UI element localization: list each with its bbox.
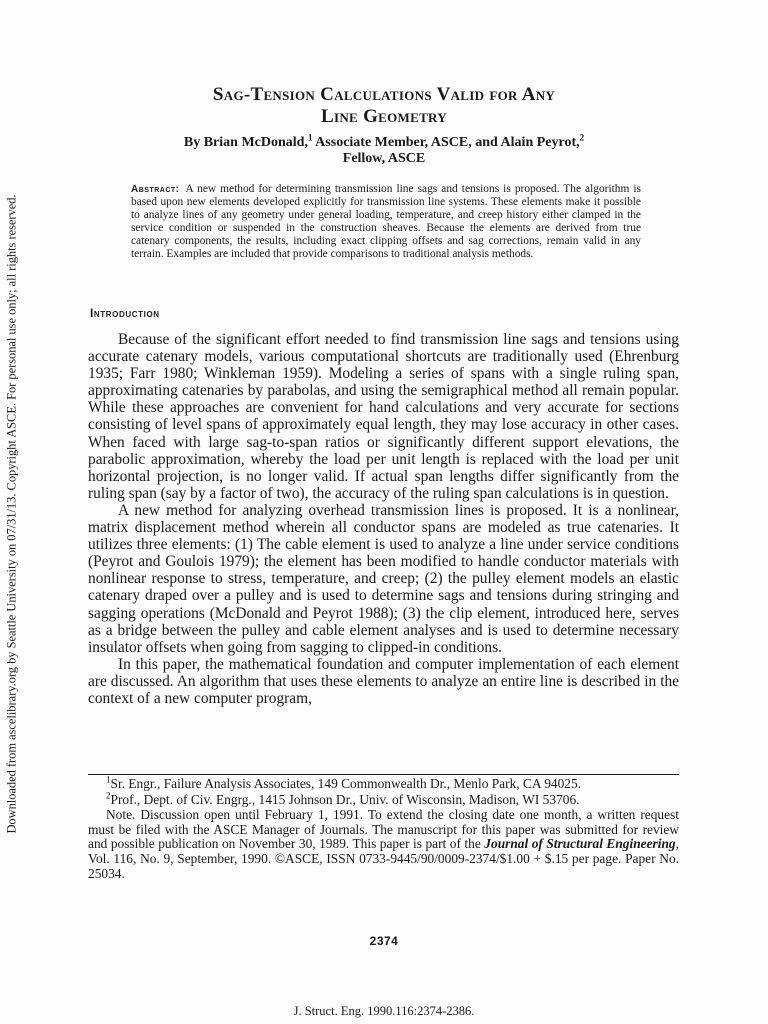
download-notice-sidebar <box>2 188 22 840</box>
download-notice-text: Downloaded from ascelibrary.org by Seattle University on 07/31/13. Copyright ASCE. For personal use only; all rights reserved. <box>4 194 19 834</box>
citation-footer: J. Struct. Eng. 1990.116:2374-2386. <box>293 1004 475 1018</box>
abstract <box>131 183 641 262</box>
section-heading-introduction: Introduction <box>90 306 160 320</box>
author-footnote-mark-2: 2 <box>579 132 585 143</box>
footnote-1 <box>88 774 679 792</box>
title-line-1: Sag-Tension Calculations Valid for Any <box>212 84 556 105</box>
author-line-1b: Associate Member, ASCE, and Alain Peyrot, <box>312 135 580 150</box>
publication-note <box>88 808 679 881</box>
note-text-a: Note. Discussion open until February 1, 1991. To extend the closing date one month, a written request must be filed with the ASCE Manager of Journals. The manuscript for this paper was submitted for review and possible publication on November 30, 1989. This paper is part of the <box>88 807 679 852</box>
footnote-1-mark: 1 <box>106 774 111 785</box>
body-paragraph-2: A new method for analyzing overhead transmission lines is proposed. It is a nonlinear, matrix displacement method wherein all conductor spans are modeled as true catenaries. It utilizes three elements: (1) The cable element is used to analyze a line under service conditions (Peyrot and Goulois 1979); the element has been modified to handle conductor materials with nonlinear response to stress, temperature, and creep; (2) the pulley element models an elastic catenary draped over a pulley and is used to determine sags and tensions during stringing and sagging operations (McDonald and Peyrot 1988); (3) the clip element, introduced here, serves as a bridge between the pulley and cable element analyses and is used to determine necessary insulator offsets when going from sagging to clipped-in conditions. <box>88 501 679 656</box>
note-journal-name: Journal of Structural Engineering <box>484 836 676 852</box>
footnote-1-text: Sr. Engr., Failure Analysis Associates, 149 Commonwealth Dr., Menlo Park, CA 94025. <box>110 776 582 791</box>
footnote-2-mark: 2 <box>106 790 111 801</box>
author-byline <box>0 132 768 167</box>
page-number: 2374 <box>369 934 399 948</box>
author-footnote-mark-1: 1 <box>307 132 313 143</box>
body-paragraph-3: In this paper, the mathematical foundation and computer implementation of each element are discussed. An algorithm that uses these elements to analyze an entire line is described in the context of a new computer program, <box>88 655 679 707</box>
body-paragraph-1: Because of the significant effort needed to find transmission line sags and tensions using accurate catenary models, various computational shortcuts are traditionally used (Ehrenburg 1935; Farr 1980; Winkleman 1959). Modeling a series of spans with a single ruling span, approximating catenaries by parabolas, and using the semigraphical method all remain popular. While these approaches are convenient for hand calculations and very accurate for sections consisting of level spans of approximately equal length, they may lose accuracy in other cases. When faced with large sag-to-span ratios or significantly different support elevations, the parabolic approximation, whereby the load per unit length is replaced with the load per unit horizontal projection, is no longer valid. If actual span lengths differ significantly from the ruling span (say by a factor of two), the accuracy of the ruling span calculations is in question. <box>88 331 679 502</box>
footnotes <box>88 774 679 882</box>
author-line-2: Fellow, ASCE <box>342 151 426 166</box>
footnote-2 <box>88 790 679 808</box>
footnote-divider <box>88 774 679 775</box>
author-line-1a: By Brian McDonald, <box>183 135 308 150</box>
paper-title <box>0 84 768 128</box>
title-line-2: Line Geometry <box>321 106 447 127</box>
note-text-b: , Vol. 116, No. 9, September, 1990. ©ASCE, ISSN 0733-9445/90/0009-2374/$1.00 + $.15 per page. Paper No. 25034. <box>88 836 679 881</box>
abstract-text: A new method for determining transmission line sags and tensions is proposed. The algorithm is based upon new elements developed explicitly for transmission line systems. These elements make it possible to analyze lines of any geometry under general loading, temperature, and creep history either clamped in the service condition or suspended in the construction sheaves. Because the elements are derived from true catenary components, the results, including exact clipping offsets and sag corrections, remain valid in any terrain. Examples are included that provide comparisons to traditional analysis methods. <box>131 183 641 261</box>
introduction-body <box>88 331 679 707</box>
footnote-2-text: Prof., Dept. of Civ. Engrg., 1415 Johnson Dr., Univ. of Wisconsin, Madison, WI 53706. <box>110 791 580 807</box>
abstract-label: Abstract: <box>131 184 180 195</box>
